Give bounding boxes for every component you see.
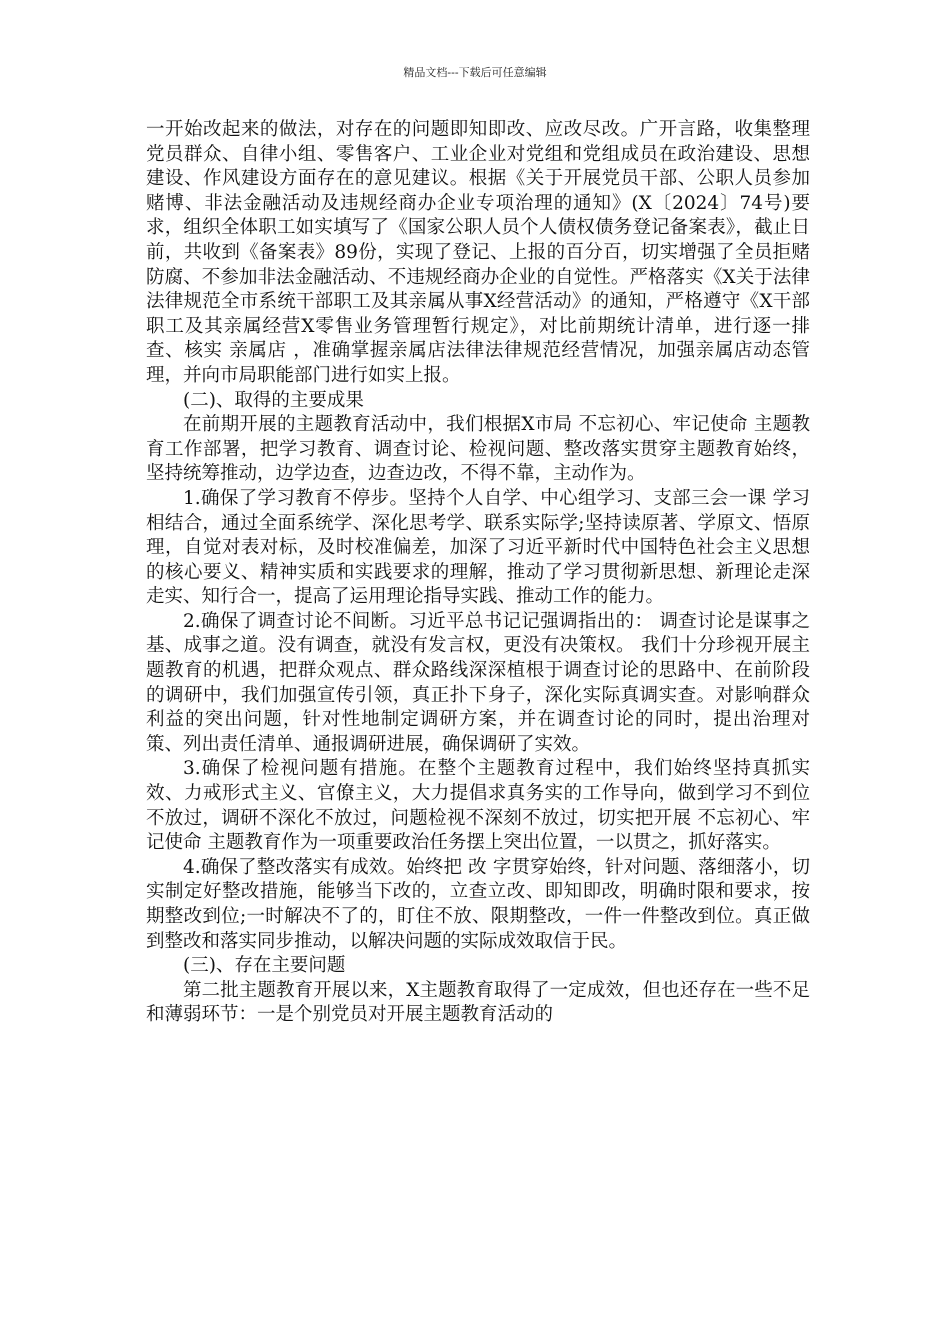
section-heading-achievements: (二)、取得的主要成果 bbox=[183, 389, 364, 411]
page-header: 精品文档---下载后可任意编辑 bbox=[403, 66, 547, 79]
paragraph-opening: 一开始改起来的做法，对存在的问题即知即改、应改尽改。广开言路，收集整理党员群众、自律小组、零售客户、工业企业对党组和党组成员在政治建设、思想建设、作风建设方面存在的意见建议。根据《关于开展党员干部、公职人员参加赌博、非法金融活动及违规经商办企业专项治理的通知》(X〔2024〕74号)要求，组织全体职工如实填写了《国家公职人员个人债权债务登记备案表》，截止日前，共收到《备案表》89份，实现了登记、上报的百分百，切实增强了全员拒赌防腐、不参加非法金融活动、不违规经商办企业的自觉性。严格落实《X关于法律法律规范全市系统干部职工及其亲属从事X经营活动》的通知，严格遵守《X干部职工及其亲属经营X零售业务管理暂行规定》，对比前期统计清单，进行逐一排查、核实 亲属店 ，准确掌握亲属店法律法律规范经营情况，加强亲属店动态管理，并向市局职能部门进行如实上报。 bbox=[146, 119, 810, 386]
paragraph-item-4: 4.确保了整改落实有成效。始终把 改 字贯穿始终，针对问题、落细落小，切实制定好整改措施，能够当下改的，立查立改、即知即改，明确时限和要求，按期整改到位;一时解决不了的，盯住不放、限期整改，一件一件整改到位。真正做到整改和落实同步推动，以解决问题的实际成效取信于民。 bbox=[146, 856, 810, 952]
paragraph-item-2: 2.确保了调查讨论不间断。习近平总书记记强调指出的： 调查讨论是谋事之基、成事之道。没有调查，就没有发言权，更没有决策权。 我们十分珍视开展主题教育的机遇，把群众观点、群众路线深深植根于调查讨论的思路中、在前阶段的调研中，我们加强宣传引领，真正扑下身子，深化实际真调实查。对影响群众利益的突出问题，针对性地制定调研方案，并在调查讨论的同时，提出治理对策、列出责任清单、通报调研进展，确保调研了实效。 bbox=[146, 610, 810, 755]
paragraph-problems: 第二批主题教育开展以来，X主题教育取得了一定成效，但也还存在一些不足和薄弱环节：一是个别党员对开展主题教育活动的 bbox=[146, 979, 810, 1026]
paragraph-item-1: 1.确保了学习教育不停步。坚持个人自学、中心组学习、支部三会一课 学习相结合，通过全面系统学、深化思考学、联系实际学;坚持读原著、学原文、悟原理，自觉对表对标，及时校准偏差，加深了习近平新时代中国特色社会主义思想的核心要义、精神实质和实践要求的理解，推动了学习贯彻新思想、新理论走深走实、知行合一，提高了运用理论指导实践、推动工作的能力。 bbox=[146, 487, 810, 608]
paragraph-item-3: 3.确保了检视问题有措施。在整个主题教育过程中，我们始终坚持真抓实效、力戒形式主义、官僚主义，大力提倡求真务实的工作导向，做到学习不到位不放过，调研不深化不放过，问题检视不深刻不放过，切实把开展 不忘初心、牢记使命 主题教育作为一项重要政治任务摆上突出位置，一以贯之，抓好落实。 bbox=[146, 758, 810, 854]
paragraph-intro-achievements: 在前期开展的主题教育活动中，我们根据X市局 不忘初心、牢记使命 主题教育工作部署，把学习教育、调查讨论、检视问题、整改落实贯穿主题教育始终，坚持统筹推动，边学边查，边查边改，不得不靠，主动作为。 bbox=[146, 414, 810, 485]
document-body bbox=[146, 118, 810, 1028]
section-heading-problems: (三)、存在主要问题 bbox=[183, 955, 346, 977]
